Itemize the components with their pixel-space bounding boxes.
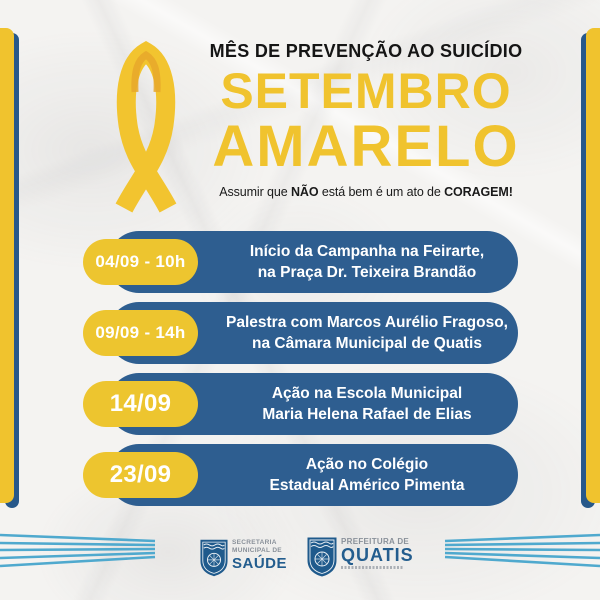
subtitle-text: Assumir que NÃO está bem é um ato de CORAGEM! xyxy=(219,185,513,199)
event-description: Ação na Escola Municipal Maria Helena Rafael de Elias xyxy=(262,384,472,423)
left-accent-bar xyxy=(0,28,14,503)
title-line-2: AMARELO xyxy=(212,114,520,179)
prefeitura-logo-title: QUATIS xyxy=(341,545,414,565)
footer-stripes-left xyxy=(0,532,160,572)
event-description: Palestra com Marcos Aurélio Fragoso, na Câmara Municipal de Quatis xyxy=(226,313,508,352)
event-row-2 xyxy=(83,302,518,364)
event-row-3 xyxy=(83,373,518,435)
prefeitura-logo xyxy=(307,537,414,582)
kicker-text: MÊS DE PREVENÇÃO AO SUICÍDIO xyxy=(209,41,523,61)
prefeitura-shield-icon xyxy=(307,537,337,582)
saude-logo-text: SECRETARIA MUNICIPAL DE SAÚDE xyxy=(232,539,288,572)
event-description: Início da Campanha na Feirarte, na Praça Dr. Teixeira Brandão xyxy=(249,242,485,281)
date-badge: 04/09 - 10h xyxy=(83,239,198,285)
event-row-1 xyxy=(83,231,518,293)
saude-logo-title: SAÚDE xyxy=(232,555,288,572)
event-list xyxy=(83,231,518,515)
saude-logo xyxy=(200,539,287,582)
date-badge: 09/09 - 14h xyxy=(83,310,198,356)
awareness-ribbon-icon xyxy=(100,26,192,214)
date-badge: 14/09 xyxy=(83,381,198,427)
prefeitura-tagline xyxy=(341,566,403,569)
event-description: Ação no Colégio Estadual Américo Pimenta xyxy=(269,455,465,494)
poster-header xyxy=(206,40,526,199)
right-accent-bar xyxy=(586,28,600,503)
title-line-1: SETEMBRO xyxy=(220,63,512,119)
footer-stripes-right xyxy=(440,532,600,572)
prefeitura-logo-text: PREFEITURA DE QUATIS xyxy=(341,537,414,569)
date-badge: 23/09 xyxy=(83,452,198,498)
saude-shield-icon xyxy=(200,539,228,582)
event-row-4 xyxy=(83,444,518,506)
